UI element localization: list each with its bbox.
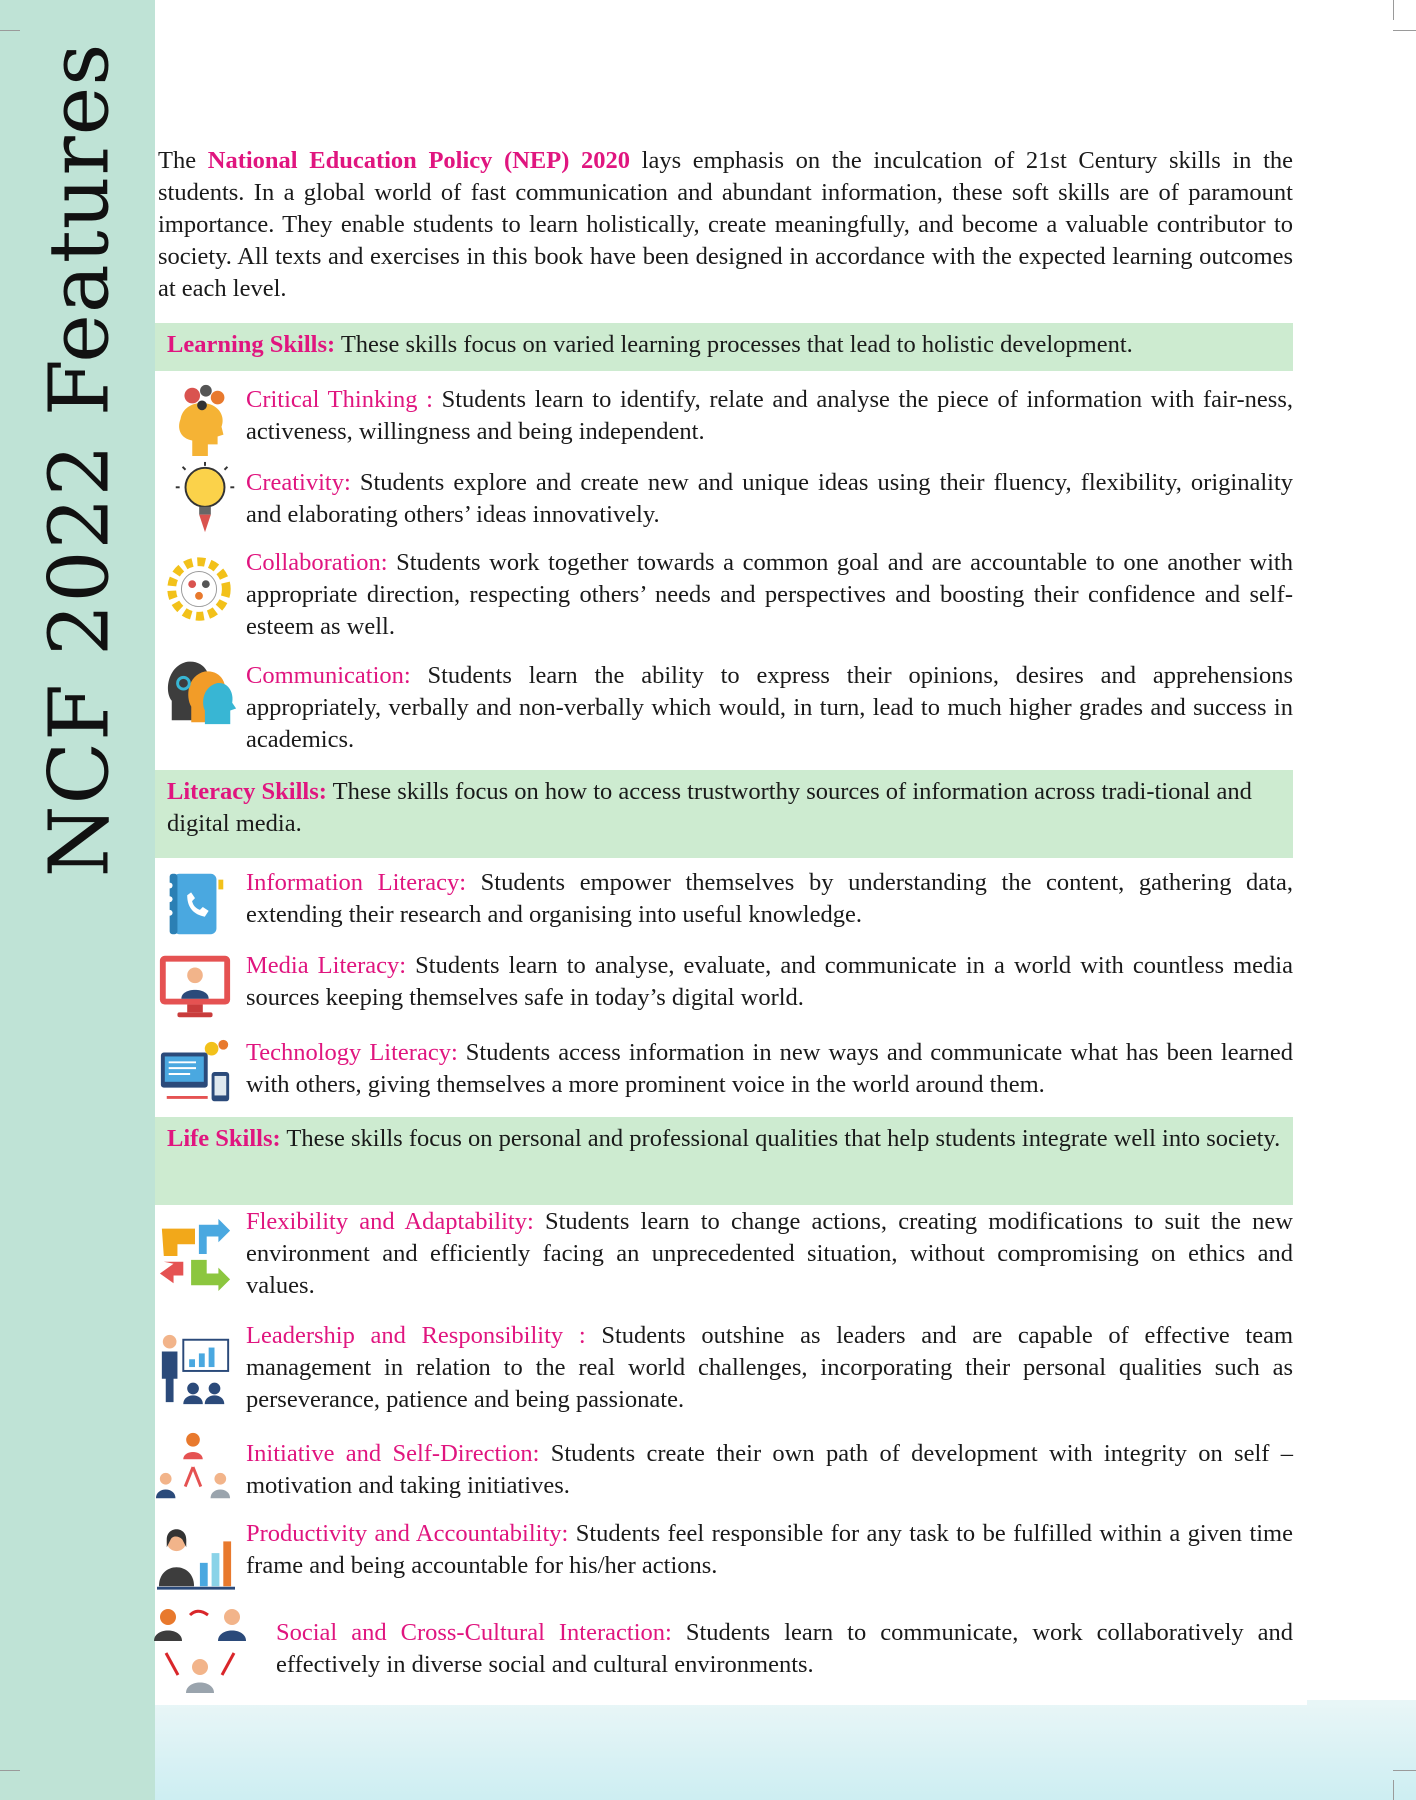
people-cycle-icon	[150, 1605, 250, 1700]
literacy-skills-heading: Literacy Skills:	[167, 778, 327, 805]
nep-highlight: National Education Policy (NEP) 2020	[207, 147, 631, 174]
intro-paragraph: The National Education Policy (NEP) 2020 lays emphasis on the inculcation of 21st Century skills in the students. In a global world of fast communication and abundant information, these soft skills are of paramount importance. They enable students to learn holistically, create meaningfully, and become a valuable contributor to society. All texts and exercises in this book have been designed in accordance with the expected learning outcomes at each level.	[158, 147, 1294, 302]
crop-mark	[1393, 1780, 1394, 1800]
team-gear-icon	[160, 550, 238, 628]
technology-literacy-item: Technology Literacy: Students access information in new ways and communicate what has been learned with others, giving themselves a more prominent voice in the world around them.	[246, 1039, 1293, 1098]
people-network-icon	[154, 1430, 232, 1508]
creativity-item: Creativity: Students explore and create new and unique ideas using their fluency, flexibility, originality and elaborating others’ ideas innovatively.	[246, 469, 1293, 528]
flexibility-adaptability-item: Flexibility and Adaptability: Students learn to change actions, creating modifications to suit the new environment and efficiently facing an unprecedented situation, without compromising on ethics and values.	[246, 1208, 1293, 1299]
life-skills-band: Life Skills: These skills focus on personal and professional qualities that help students integrate well into society.	[155, 1117, 1293, 1205]
arrows-flow-icon	[156, 1215, 234, 1293]
initiative-self-direction-item: Initiative and Self-Direction: Students create their own path of development with integrity on self – motivation and taking initiatives.	[246, 1440, 1293, 1499]
critical-thinking-item: Critical Thinking : Students learn to identify, relate and analyse the piece of information with fair-ness, activeness, willingness and being independent.	[246, 386, 1293, 445]
crop-mark	[1393, 0, 1394, 20]
collaboration-item: Collaboration: Students work together towards a common goal and are accountable to one another with appropriate direction, respecting others’ needs and perspectives and boosting their confidence and self-esteem as well.	[246, 549, 1293, 640]
crop-mark	[1393, 30, 1416, 31]
learning-skills-heading: Learning Skills:	[167, 331, 336, 358]
side-title: NCF 2022 Features	[32, 42, 128, 878]
presenter-board-icon	[156, 1330, 234, 1408]
crop-mark	[1393, 1770, 1416, 1771]
lightbulb-pencil-icon	[166, 460, 244, 538]
headset-heads-icon	[162, 652, 240, 730]
life-skills-heading: Life Skills:	[167, 1125, 281, 1152]
literacy-skills-band: Literacy Skills: These skills focus on how to access trustworthy sources of information across tradi-tional and digital media.	[155, 770, 1293, 858]
crop-mark	[0, 1770, 20, 1771]
leadership-responsibility-item: Leadership and Responsibility : Students outshine as leaders and are capable of effective team management in relation to the real world challenges, incorporating their personal qualities such as perseverance, patience and being passionate.	[246, 1322, 1293, 1413]
bottom-gradient	[155, 1700, 1416, 1800]
devices-gear-icon	[157, 1035, 235, 1113]
phone-book-icon	[156, 866, 234, 944]
monitor-person-icon	[156, 948, 234, 1026]
woman-bar-chart-icon	[157, 1518, 235, 1596]
learning-skills-band: Learning Skills: These skills focus on varied learning processes that lead to holistic development.	[155, 323, 1293, 371]
social-cross-cultural-item: Social and Cross-Cultural Interaction: Students learn to communicate, work collaboratively and effectively in diverse social and cultural environments.	[276, 1619, 1293, 1678]
media-literacy-item: Media Literacy: Students learn to analyse, evaluate, and communicate in a world with countless media sources keeping themselves safe in today’s digital world.	[246, 952, 1293, 1011]
head-gears-icon	[163, 380, 241, 458]
crop-mark	[0, 30, 20, 31]
information-literacy-item: Information Literacy: Students empower themselves by understanding the content, gathering data, extending their research and organising into useful knowledge.	[246, 869, 1293, 928]
communication-item: Communication: Students learn the ability to express their opinions, desires and apprehensions appropriately, verbally and non-verbally which would, in turn, lead to much higher grades and success in academics.	[246, 662, 1293, 753]
productivity-accountability-item: Productivity and Accountability: Students feel responsible for any task to be fulfilled within a given time frame and being accountable for his/her actions.	[246, 1520, 1293, 1579]
